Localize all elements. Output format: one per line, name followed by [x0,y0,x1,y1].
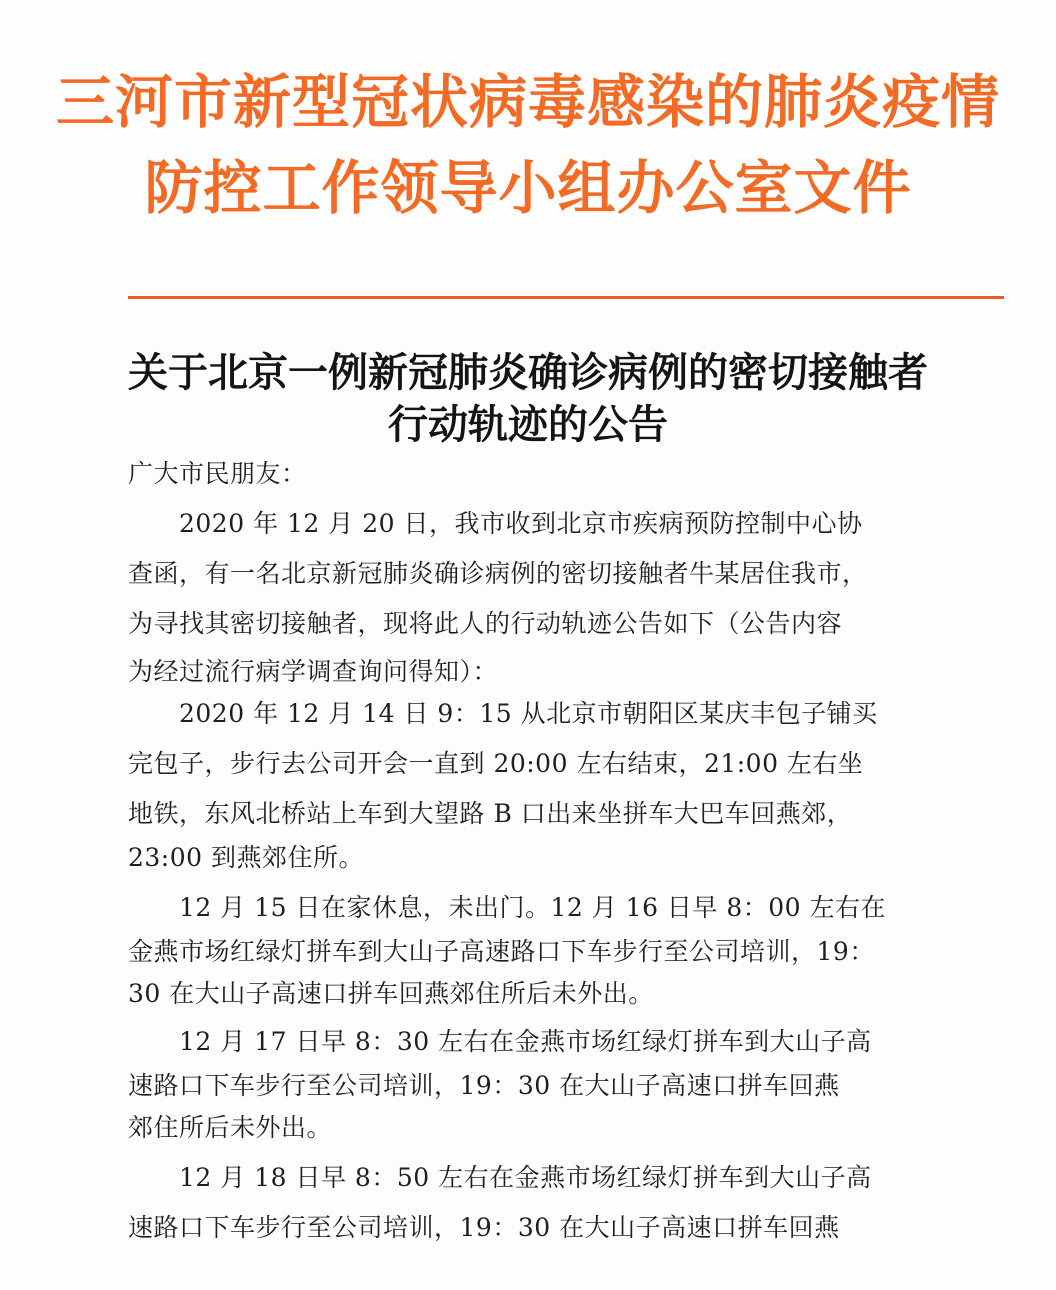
salutation: 广大市民朋友： [128,459,307,488]
body-line: 2020 年 12 月 14 日 9：15 从北京市朝阳区某庆丰包子铺买 [128,699,878,728]
body-line: 12 月 18 日早 8：50 左右在金燕市场红绿灯拼车到大山子高 [128,1163,872,1192]
body-line: 为经过流行病学调查询问得知）： [128,657,499,686]
notice-title-line-2: 行动轨迹的公告 [388,402,668,448]
body-line: 为寻找其密切接触者，现将此人的行动轨迹公告如下（公告内容 [128,609,843,638]
body-line: 完包子，步行去公司开会一直到 20:00 左右结束，21:00 左右坐 [128,749,864,778]
body-line: 12 月 15 日在家休息，未出门。12 月 16 日早 8：00 左右在 [128,893,887,922]
header-divider [128,296,1004,299]
body-line: 速路口下车步行至公司培训，19：30 在大山子高速口拼车回燕 [128,1071,840,1100]
body-line: 23:00 到燕郊住所。 [128,843,364,872]
body-line: 12 月 17 日早 8：30 左右在金燕市场红绿灯拼车到大山子高 [128,1027,872,1056]
header-title-line-1: 三河市新型冠状病毒感染的肺炎疫情 [55,68,1000,136]
body-line: 30 在大山子高速口拼车回燕郊住所后未外出。 [128,979,654,1008]
body-line: 金燕市场红绿灯拼车到大山子高速路口下车步行至公司培训，19： [128,937,875,966]
body-line: 地铁，东风北桥站上车到大望路 B 口出来坐拼车大巴车回燕郊， [128,799,853,828]
body-line: 查函，有一名北京新冠肺炎确诊病例的密切接触者牛某居住我市， [128,559,868,588]
body-line: 速路口下车步行至公司培训，19：30 在大山子高速口拼车回燕 [128,1213,840,1242]
body-line: 2020 年 12 月 20 日，我市收到北京市疾病预防控制中心协 [128,509,863,538]
notice-title-line-1: 关于北京一例新冠肺炎确诊病例的密切接触者 [128,350,928,396]
header-title-line-2: 防控工作领导小组办公室文件 [144,154,912,222]
body-line: 郊住所后未外出。 [128,1113,333,1142]
